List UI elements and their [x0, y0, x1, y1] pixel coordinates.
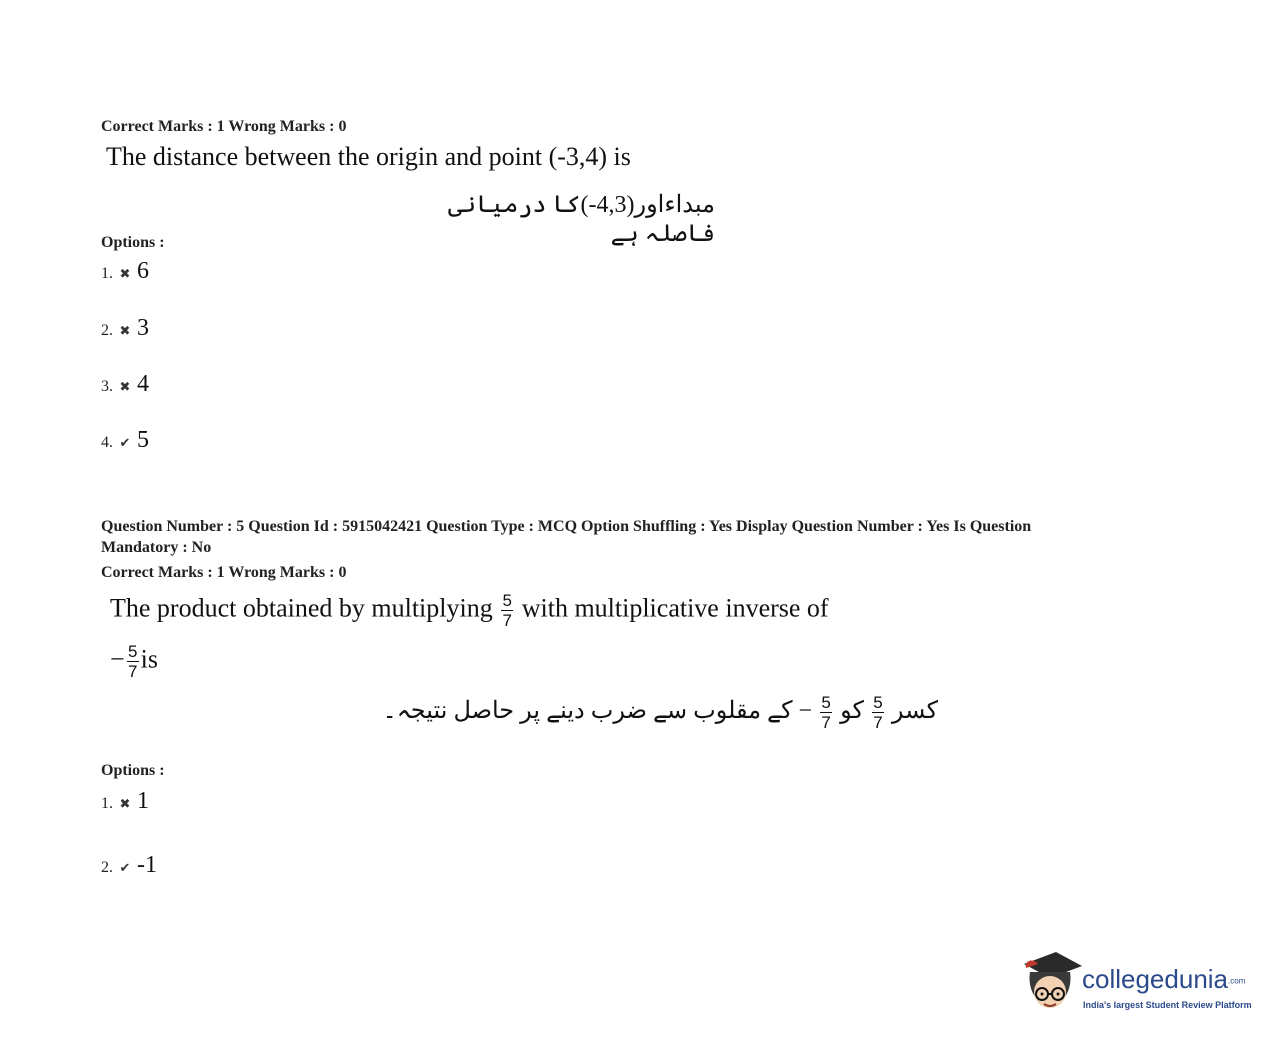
- q5-marks: Correct Marks : 1 Wrong Marks : 0: [101, 564, 347, 581]
- q5-question-text-urdu: [382, 693, 938, 732]
- fraction: [872, 694, 884, 731]
- fraction-numerator: 5: [873, 693, 883, 712]
- q5-text-part-1: The product obtained by multiplying: [110, 593, 493, 623]
- option-value: 4: [137, 371, 149, 397]
- option-value: 6: [137, 258, 149, 284]
- collegedunia-logo: [1020, 950, 1260, 1025]
- option-number: 1.: [101, 265, 113, 282]
- q4-option-4: [101, 427, 149, 454]
- q5-options-label: Options :: [101, 762, 165, 779]
- q5-meta-line-1: Question Number : 5 Question Id : 5915042421 Question Type : MCQ Option Shuffling : Yes Display Question Number : Yes Is Question: [101, 518, 1032, 535]
- fraction: [127, 643, 139, 680]
- option-value: 3: [137, 315, 149, 341]
- option-number: 3.: [101, 378, 113, 395]
- fraction-numerator: 5: [502, 591, 512, 610]
- q4-options-label: Options :: [101, 234, 165, 251]
- q4-option-2: [101, 315, 149, 342]
- fraction: [820, 694, 832, 731]
- option-number: 1.: [101, 795, 113, 812]
- q5-meta-line-2: Mandatory : No: [101, 539, 212, 556]
- q4-option-1: [101, 258, 149, 285]
- q5-text-part-2: with multiplicative inverse of: [521, 593, 829, 623]
- fraction-numerator: 5: [821, 693, 831, 712]
- fraction-denominator: 7: [873, 713, 883, 732]
- logo-tagline: India's largest Student Review Platform: [1083, 1000, 1252, 1010]
- q5-text-part-3: is: [140, 644, 159, 674]
- correct-mark-icon: ✔: [119, 860, 131, 875]
- urdu-part-3: کے مقلوب سے ضرب دینے پر حاصل نتیجہ۔: [382, 698, 793, 725]
- fraction-denominator: 7: [821, 713, 831, 732]
- logo-wordmark: collegedunia.com: [1082, 964, 1246, 994]
- fraction-denominator: 7: [502, 611, 512, 630]
- q4-option-3: [101, 371, 149, 398]
- q5-question-line-2: [110, 643, 158, 680]
- q4-marks: Correct Marks : 1 Wrong Marks : 0: [101, 118, 347, 135]
- q4-question-text-urdu: مبداءاور(4,3-)کا درمیانی فاصلہ ہے: [447, 192, 715, 247]
- urdu-part-2: کو: [840, 698, 864, 725]
- minus-sign: −: [110, 644, 125, 674]
- option-value: 1: [137, 788, 149, 814]
- fraction: [501, 592, 513, 629]
- mascot-icon: [1020, 950, 1082, 1020]
- wrong-mark-icon: ✖: [119, 379, 131, 394]
- fraction-denominator: 7: [127, 662, 138, 681]
- minus-sign: −: [798, 698, 813, 725]
- fraction-numerator: 5: [127, 642, 138, 661]
- wrong-mark-icon: ✖: [119, 796, 131, 811]
- option-value: -1: [137, 852, 157, 878]
- option-number: 2.: [101, 859, 113, 876]
- q4-question-text: The distance between the origin and point (-3,4) is: [106, 142, 631, 171]
- logo-suffix: .com: [1228, 976, 1246, 986]
- q5-option-1: [101, 788, 149, 815]
- wrong-mark-icon: ✖: [119, 266, 131, 281]
- option-number: 4.: [101, 434, 113, 451]
- urdu-part-1: کسر: [891, 698, 938, 725]
- wrong-mark-icon: ✖: [119, 323, 131, 338]
- option-value: 5: [137, 427, 149, 453]
- q5-option-2: [101, 852, 157, 879]
- option-number: 2.: [101, 322, 113, 339]
- q5-question-line-1: [110, 592, 829, 629]
- correct-mark-icon: ✔: [119, 435, 131, 450]
